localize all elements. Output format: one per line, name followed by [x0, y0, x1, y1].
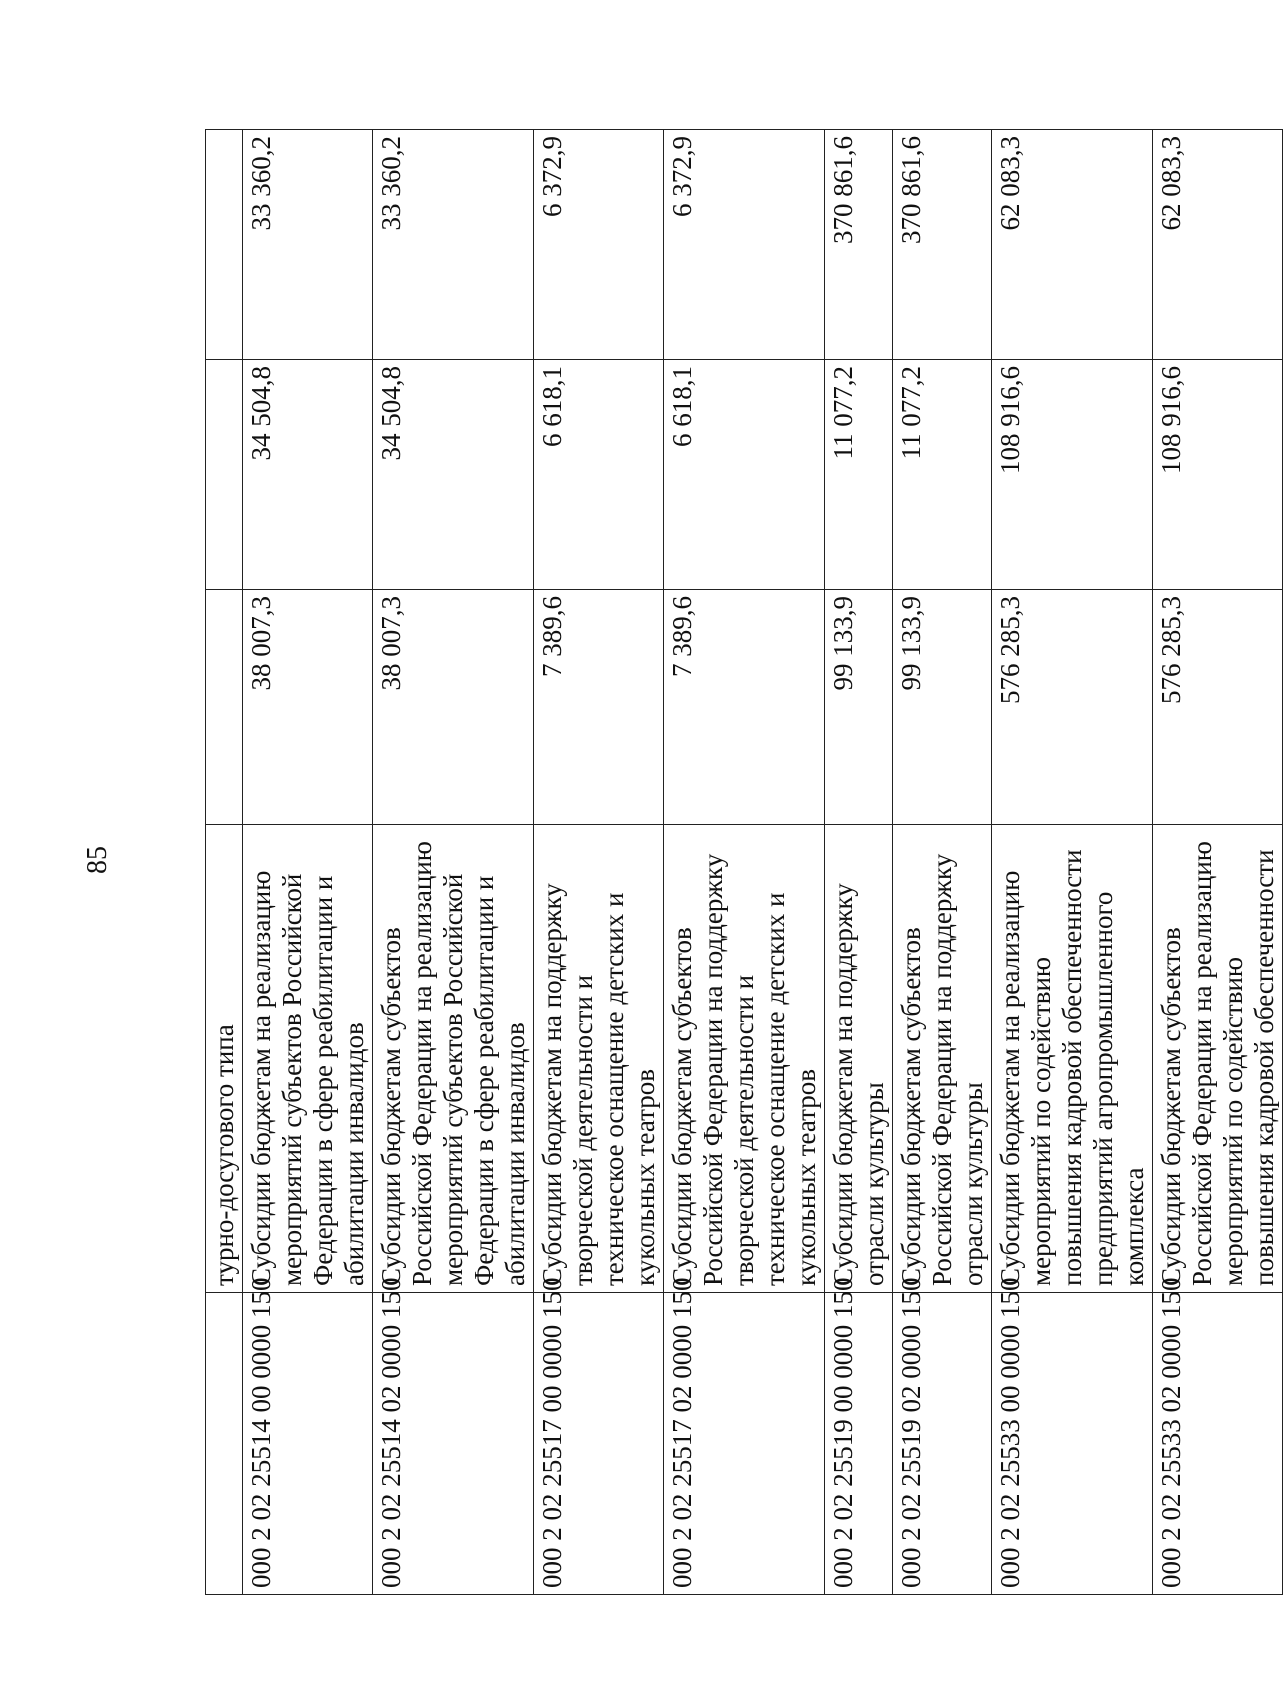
value-cell: 62 083,3: [1153, 130, 1283, 360]
value-cell: 33 360,2: [373, 130, 534, 360]
value-cell: 62 083,3: [992, 130, 1153, 360]
value-cell: 33 360,2: [243, 130, 373, 360]
budget-table: [205, 129, 1283, 1595]
code-cell: 000 2 02 25514 02 0000 150: [373, 1293, 534, 1595]
value-cell: 99 133,9: [825, 590, 893, 825]
value-cell: 7 389,6: [664, 590, 825, 825]
table-row: [992, 130, 1153, 1595]
value-cell: 34 504,8: [243, 360, 373, 590]
value-cell: 6 372,9: [664, 130, 825, 360]
table-row: [534, 130, 664, 1595]
name-cell: Субсидии бюджетам на реализацию мероприятий по содействию повышения кадровой обеспеченности предприятий агропромышленного комплекса: [992, 825, 1153, 1293]
value-cell: 38 007,3: [243, 590, 373, 825]
value-cell: [206, 360, 243, 590]
code-cell: 000 2 02 25517 02 0000 150: [664, 1293, 825, 1595]
value-cell: 370 861,6: [893, 130, 992, 360]
value-cell: 38 007,3: [373, 590, 534, 825]
code-cell: 000 2 02 25533 02 0000 150: [1153, 1293, 1283, 1595]
table-row: [373, 130, 534, 1595]
name-cell: Субсидии бюджетам субъектов Российской Федерации на реализацию мероприятий субъектов Российской Федерации в сфере реабилитации и абилитации инвалидов: [373, 825, 534, 1293]
table-row: [893, 130, 992, 1595]
name-cell: Субсидии бюджетам субъектов Российской Федерации на поддержку творческой деятельности и техническое оснащение детских и кукольных театров: [664, 825, 825, 1293]
name-cell: Субсидии бюджетам субъектов Российской Федерации на поддержку отрасли культуры: [893, 825, 992, 1293]
code-cell: 000 2 02 25514 00 0000 150: [243, 1293, 373, 1595]
table-row: [1153, 130, 1283, 1595]
name-cell: Субсидии бюджетам на поддержку отрасли культуры: [825, 825, 893, 1293]
table-row: [243, 130, 373, 1595]
value-cell: 7 389,6: [534, 590, 664, 825]
name-cell: Субсидии бюджетам на поддержку творческой деятельности и техническое оснащение детских и кукольных театров: [534, 825, 664, 1293]
value-cell: 6 618,1: [664, 360, 825, 590]
value-cell: [206, 130, 243, 360]
name-cell: Субсидии бюджетам субъектов Российской Федерации на реализацию мероприятий по содействию повышения кадровой обеспеченности: [1153, 825, 1283, 1293]
code-cell: 000 2 02 25519 00 0000 150: [825, 1293, 893, 1595]
value-cell: 108 916,6: [1153, 360, 1283, 590]
table-row: [825, 130, 893, 1595]
code-cell: 000 2 02 25519 02 0000 150: [893, 1293, 992, 1595]
value-cell: 108 916,6: [992, 360, 1153, 590]
value-cell: [206, 590, 243, 825]
table-row: [206, 130, 243, 1595]
code-cell: 000 2 02 25533 00 0000 150: [992, 1293, 1153, 1595]
value-cell: 576 285,3: [1153, 590, 1283, 825]
value-cell: 99 133,9: [893, 590, 992, 825]
rotated-table-container: [205, 130, 1279, 1595]
code-cell: [206, 1293, 243, 1595]
name-cell: турно-досугового типа: [206, 825, 243, 1293]
value-cell: 34 504,8: [373, 360, 534, 590]
code-cell: 000 2 02 25517 00 0000 150: [534, 1293, 664, 1595]
value-cell: 370 861,6: [825, 130, 893, 360]
name-cell: Субсидии бюджетам на реализацию мероприятий субъектов Российской Федерации в сфере реабилитации и абилитации инвалидов: [243, 825, 373, 1293]
value-cell: 11 077,2: [825, 360, 893, 590]
value-cell: 6 372,9: [534, 130, 664, 360]
page-number: 85: [82, 846, 113, 874]
value-cell: 6 618,1: [534, 360, 664, 590]
table-row: [664, 130, 825, 1595]
value-cell: 576 285,3: [992, 590, 1153, 825]
value-cell: 11 077,2: [893, 360, 992, 590]
